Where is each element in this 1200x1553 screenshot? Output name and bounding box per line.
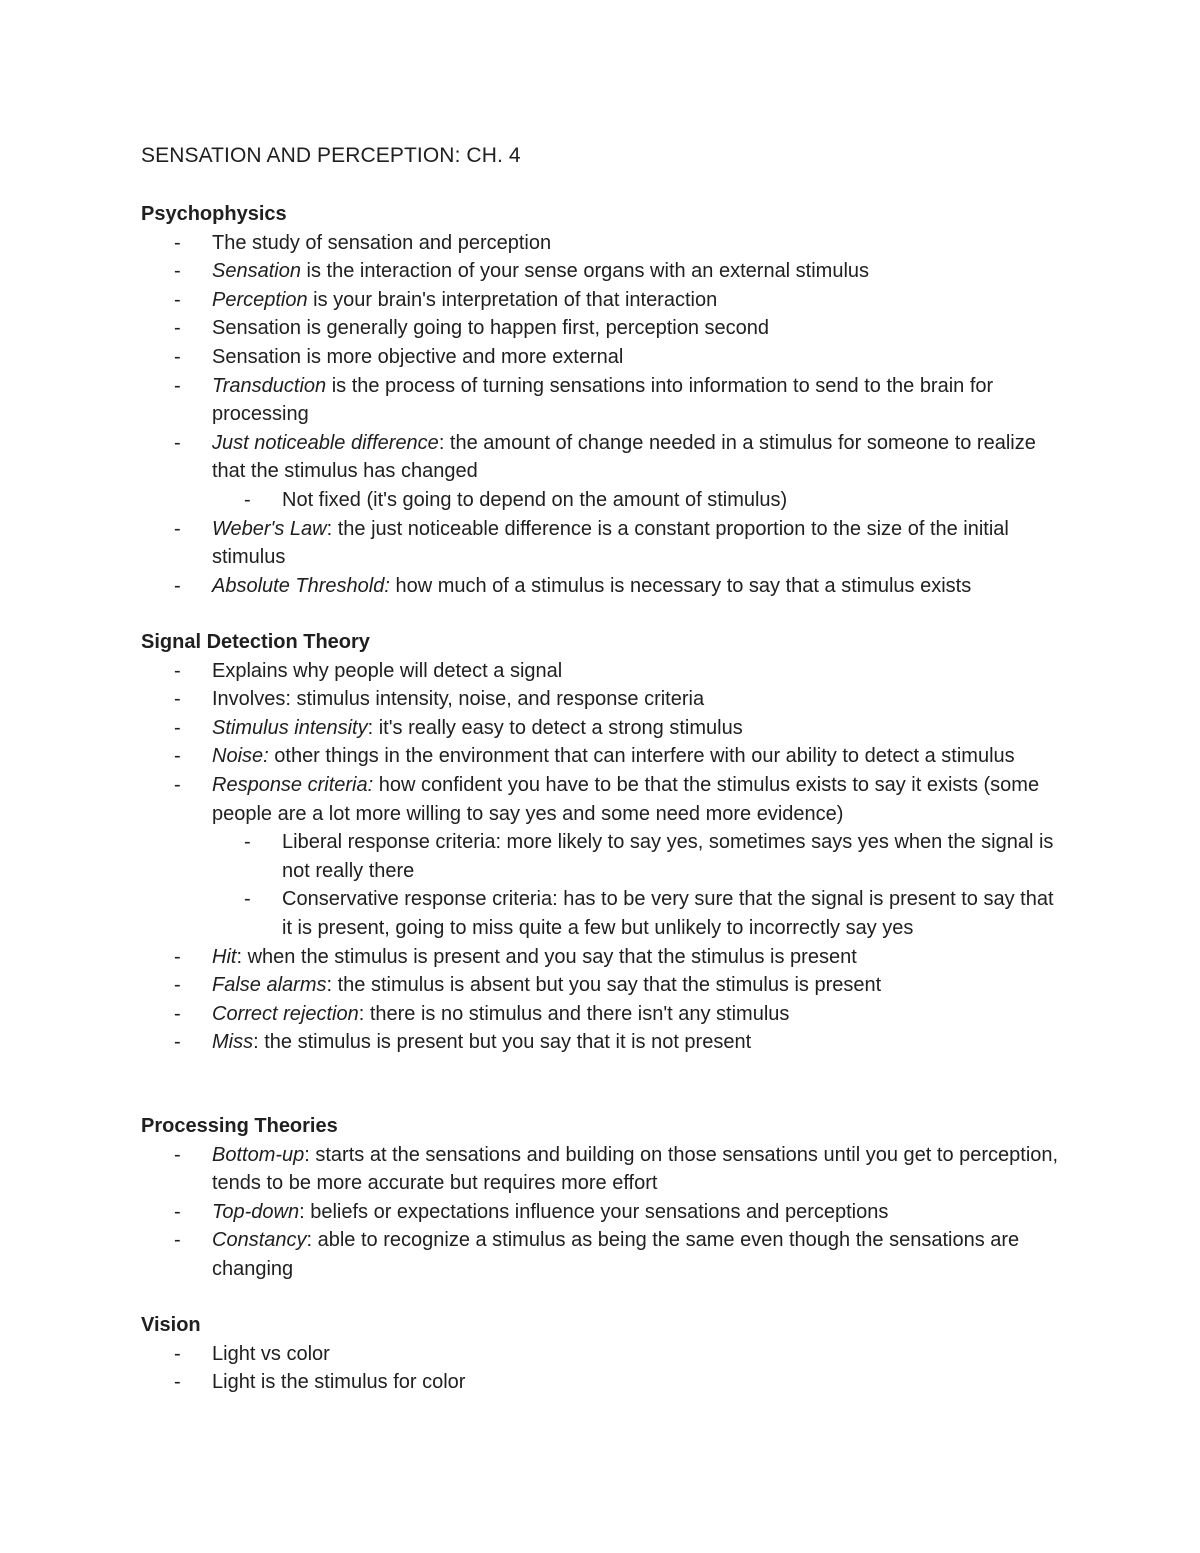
list-item [0,1340,1062,1369]
section-list [0,1141,1200,1284]
item-text: : the just noticeable difference is a constant proportion to the size of the initial stimulus [212,517,1009,569]
list-item [0,1028,1062,1057]
section-heading: Vision [141,1314,201,1336]
bullet-dash: - [174,374,181,397]
sub-list-item [0,828,1062,885]
bullet-dash: - [174,1200,181,1223]
bullet-dash: - [174,345,181,368]
term: Perception [212,288,308,311]
term: False alarms [212,974,327,997]
list-item [0,685,1062,714]
item-text: : the stimulus is present but you say that it is not present [253,1031,752,1054]
term: Stimulus intensity [212,716,368,739]
section-list [0,657,1200,1057]
item-text: Light vs color [212,1342,330,1365]
list-item [0,343,1062,372]
section-list [0,1340,1200,1397]
item-text: Not fixed (it's going to depend on the amount of stimulus) [282,488,788,511]
list-item [0,229,1062,258]
list-item [0,657,1062,686]
term: Response criteria: [212,773,374,796]
list-item [0,314,1062,343]
list-item [0,1198,1062,1227]
section-heading: Psychophysics [141,203,287,225]
bullet-dash: - [174,716,181,739]
list-item [0,1000,1062,1029]
bullet-dash: - [244,888,251,911]
bullet-dash: - [174,260,181,283]
bullet-dash: - [174,317,181,340]
section-heading: Processing Theories [141,1115,338,1137]
sub-list-item [0,486,1062,515]
bullet-dash: - [244,831,251,854]
list-item [0,515,1062,572]
bullet-dash: - [174,688,181,711]
item-text: how much of a stimulus is necessary to say that a stimulus exists [389,574,972,597]
list-item [0,943,1062,972]
item-text: : it's really easy to detect a strong stimulus [367,716,743,739]
item-text: : starts at the sensations and building on those sensations until you get to perception, tends to be more accurate but requires more effort [212,1143,1059,1195]
item-text: : able to recognize a stimulus as being the same even though the sensations are changing [212,1229,1020,1280]
term: Absolute Threshold: [212,574,390,597]
sub-list-item [0,885,1062,942]
term: Transduction [212,374,327,397]
term: Miss [212,1031,254,1054]
list-item [0,714,1062,743]
bullet-dash: - [244,488,251,511]
item-text: how confident you have to be that the stimulus exists to say it exists (some people are a lot more willing to say yes and some need more evidence) [212,773,1040,825]
item-text: Liberal response criteria: more likely to say yes, sometimes says yes when the signal is not really there [282,831,1054,882]
term: Hit [212,945,237,968]
bullet-dash: - [174,1342,181,1365]
bullet-dash: - [174,1002,181,1025]
document-title: SENSATION AND PERCEPTION: CH. 4 [141,144,521,167]
bullet-dash: - [174,517,181,540]
bullet-dash: - [174,288,181,311]
item-text: Explains why people will detect a signal [212,659,563,682]
term: Bottom-up [212,1143,305,1166]
item-text: other things in the environment that can interfere with our ability to detect a stimulus [268,745,1015,768]
term: Constancy [212,1229,307,1252]
bullet-dash: - [174,1371,181,1394]
item-text: : when the stimulus is present and you say that the stimulus is present [236,945,857,968]
item-text: : the amount of change needed in a stimulus for someone to realize that the stimulus has changed [212,431,1036,483]
list-item [0,372,1062,429]
bullet-dash: - [174,231,181,254]
list-item [0,742,1062,771]
section-list [0,229,1200,601]
item-text: Sensation is more objective and more external [212,345,624,368]
section-heading: Signal Detection Theory [141,631,370,653]
bullet-dash: - [174,745,181,768]
list-item [0,1226,1062,1283]
term: Correct rejection [212,1002,359,1025]
term: Top-down [212,1200,300,1223]
bullet-dash: - [174,1031,181,1054]
item-text: The study of sensation and perception [212,231,552,254]
term: Sensation [212,260,301,283]
item-text: Conservative response criteria: has to be very sure that the signal is present to say that it is present, going to miss quite a few but unlikely to incorrectly say yes [282,888,1054,939]
bullet-dash: - [174,974,181,997]
list-item [0,971,1062,1000]
item-text: : beliefs or expectations influence your sensations and perceptions [299,1200,889,1223]
bullet-dash: - [174,1229,181,1252]
item-text: Involves: stimulus intensity, noise, and response criteria [212,688,705,711]
item-text: is your brain's interpretation of that interaction [307,288,718,311]
item-text: : there is no stimulus and there isn't any stimulus [358,1002,790,1025]
term: Just noticeable difference [212,431,439,454]
list-item [0,572,1062,601]
list-item [0,771,1062,828]
bullet-dash: - [174,1143,181,1166]
bullet-dash: - [174,431,181,454]
item-text: : the stimulus is absent but you say that the stimulus is present [326,974,882,997]
bullet-dash: - [174,574,181,597]
term: Noise: [212,745,269,768]
bullet-dash: - [174,945,181,968]
bullet-dash: - [174,659,181,682]
item-text: Sensation is generally going to happen first, perception second [212,317,770,340]
term: Weber's Law [212,517,327,540]
bullet-dash: - [174,773,181,796]
list-item [0,1368,1062,1397]
item-text: is the interaction of your sense organs with an external stimulus [300,260,870,283]
item-text: Light is the stimulus for color [212,1371,466,1394]
list-item [0,286,1062,315]
item-text: is the process of turning sensations into information to send to the brain for processing [212,374,994,426]
list-item [0,1141,1062,1198]
list-item [0,429,1062,486]
list-item [0,257,1062,286]
